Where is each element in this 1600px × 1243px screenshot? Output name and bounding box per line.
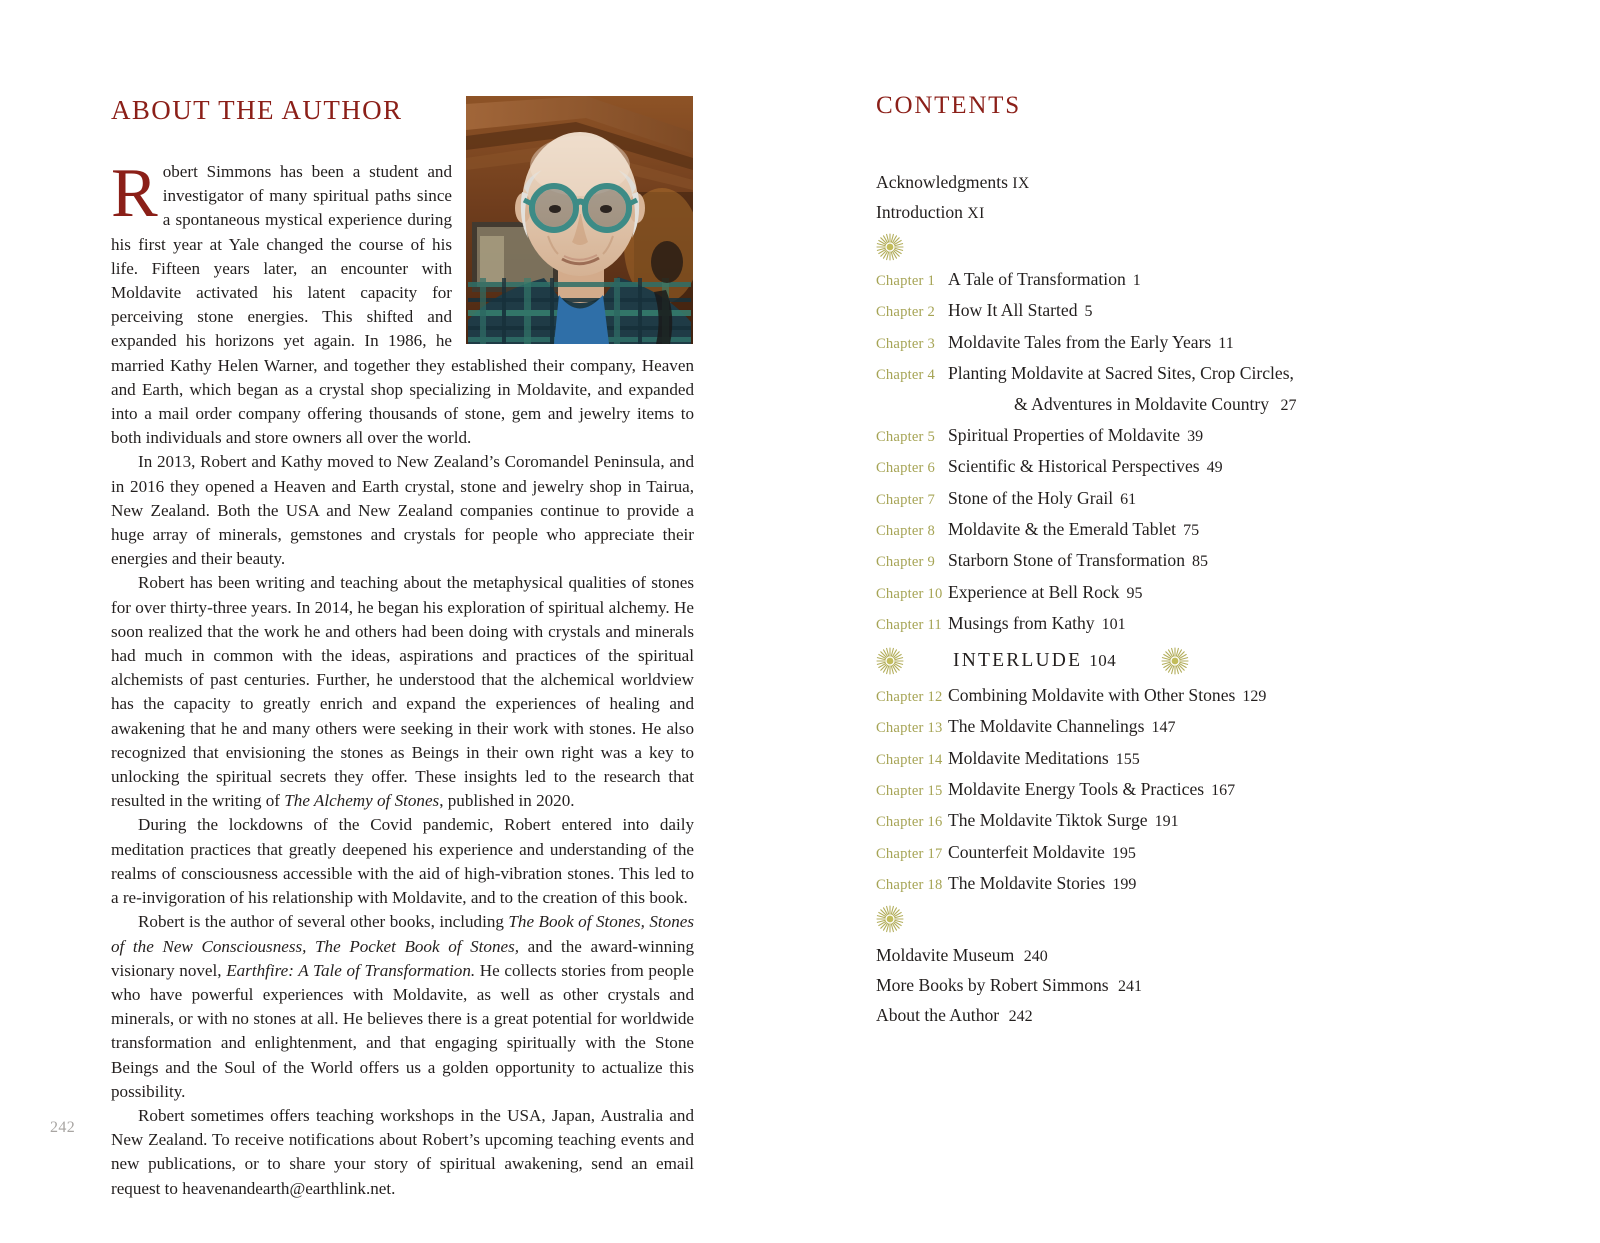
chapter-label: Chapter 4 bbox=[876, 367, 935, 384]
bio-paragraph-5-mid: and the award-winning visionary novel, bbox=[111, 936, 694, 980]
book-title-alchemy-of-stones: The Alchemy of Stones bbox=[284, 791, 440, 811]
chapter-page: 61 bbox=[1120, 490, 1137, 508]
chapter-title: Musings from Kathy bbox=[948, 613, 1095, 634]
bio-paragraph-1-text: obert Simmons has been a student and investigator of many spiritual paths since a spontaneous mystical experience during his first year at Yale changed the course of his life. Fifteen years later, an encounter with Moldavite activated his latent capacity for perceiving stone energies. This shifted and expanded his horizons yet again. In 1986, he married Kathy Helen Warner, and together they established their company, Heaven and Earth, which began as a crystal shop specializing in Moldavite, and expanded into a mail order company offering thousands of stone, gem and jewelry items to both individuals and store owners all over the world. bbox=[111, 162, 694, 448]
chapter-label: Chapter 5 bbox=[876, 428, 935, 445]
book-title-earthfire: Earthfire: A Tale of Transformation. bbox=[226, 960, 476, 980]
chapter-title: Planting Moldavite at Sacred Sites, Crop Circles, bbox=[948, 363, 1294, 384]
toc-entry-page: 241 bbox=[1118, 977, 1143, 995]
toc-chapter-row[interactable] bbox=[876, 296, 1496, 327]
toc-entry-title: Introduction bbox=[876, 202, 963, 223]
chapter-title: A Tale of Transformation bbox=[948, 268, 1126, 289]
toc-back-matter bbox=[876, 941, 1496, 1032]
bio-paragraph-3-text: Robert has been writing and teaching about the metaphysical qualities of stones for over thirty-three years. In 2014, he began his exploration of spiritual alchemy. He soon realized that the work he and others had been doing with crystals and minerals had much in common with the ideas, aspirations and practices of the spiritual alchemists of past centuries. Further, he understood that the alchemical worldview has the capacity to greatly enrich and expand the experiences of healing and awakening that he and many others were seeking in their work with stones. He also recognized that envisioning the stones as Beings in their own right was a key to unlocking the spiritual secrets they offer. These insights led to the research that resulted in the writing of bbox=[111, 573, 694, 811]
chapter-title: Spiritual Properties of Moldavite bbox=[948, 424, 1181, 445]
chapter-label: Chapter 11 bbox=[876, 617, 942, 634]
toc-entry-title: About the Author bbox=[876, 1005, 1000, 1026]
bio-paragraph-5 bbox=[111, 910, 694, 1104]
chapter-label: Chapter 3 bbox=[876, 335, 935, 352]
right-page-contents bbox=[800, 0, 1600, 1243]
chapter-page: 199 bbox=[1112, 876, 1137, 894]
chapter-title: Counterfeit Moldavite bbox=[948, 841, 1105, 862]
chapter-title: Moldavite & the Emerald Tablet bbox=[948, 519, 1177, 540]
interlude-page: 104 bbox=[1089, 650, 1117, 670]
chapter-page: 1 bbox=[1132, 271, 1141, 289]
chapter-page: 49 bbox=[1206, 459, 1223, 477]
toc-chapter-list-part1 bbox=[876, 265, 1496, 641]
chapter-label: Chapter 18 bbox=[876, 877, 943, 894]
chapter-page: 155 bbox=[1115, 750, 1140, 768]
toc-chapter-row[interactable] bbox=[876, 265, 1496, 296]
bio-paragraph-5-tail: He collects stories from people who have powerful experiences with Moldavite, as well as other crystals and minerals, or with no stones at all. He believes there is a great potential for worldwide transformation and enlightenment, and that engaging spiritually with the Stone Beings and the Soul of the World offers us a golden opportunity to actualize this possibility. bbox=[111, 960, 694, 1101]
toc-chapter-title-continuation[interactable] bbox=[876, 390, 1496, 420]
toc-chapter-row[interactable] bbox=[876, 452, 1496, 483]
sunburst-ornament bbox=[876, 905, 904, 933]
toc-chapter-row[interactable] bbox=[876, 806, 1496, 837]
chapter-label: Chapter 6 bbox=[876, 460, 935, 477]
bio-paragraph-3-tail: , published in 2020. bbox=[439, 791, 575, 811]
chapter-page: 101 bbox=[1101, 616, 1126, 634]
toc-entry-page: 240 bbox=[1023, 947, 1048, 965]
chapter-label: Chapter 8 bbox=[876, 523, 935, 540]
chapter-title: Experience at Bell Rock bbox=[948, 581, 1120, 602]
toc-chapter-row[interactable] bbox=[876, 775, 1496, 806]
toc-front-matter bbox=[876, 168, 1496, 229]
chapter-page: 5 bbox=[1084, 303, 1093, 321]
sunburst-ornament bbox=[1161, 647, 1189, 675]
photo-text-wrap-spacer bbox=[452, 160, 694, 350]
chapter-page: 195 bbox=[1111, 844, 1136, 862]
ornament-row-bottom bbox=[876, 901, 1496, 937]
toc-chapter-row[interactable] bbox=[876, 515, 1496, 546]
chapter-title: The Moldavite Channelings bbox=[948, 716, 1145, 737]
chapter-title: Moldavite Meditations bbox=[948, 747, 1109, 768]
toc-chapter-row[interactable] bbox=[876, 609, 1496, 640]
bio-paragraph-3 bbox=[111, 571, 694, 813]
chapter-label: Chapter 14 bbox=[876, 751, 943, 768]
contents-title: CONTENTS bbox=[876, 92, 1021, 119]
toc-chapter-row[interactable] bbox=[876, 421, 1496, 452]
interlude-label-text: INTERLUDE bbox=[953, 649, 1083, 671]
chapter-title: How It All Started bbox=[948, 300, 1078, 321]
toc-entry-moldavite-museum[interactable] bbox=[876, 941, 1496, 971]
chapter-page: 167 bbox=[1211, 781, 1236, 799]
bio-paragraph-4: During the lockdowns of the Covid pandemic, Robert entered into daily meditation practices that greatly deepened his experience and understanding of the realms of consciousness accessible with the aid of high-vibration stones. This led to a re-invigoration of his relationship with Moldavite, and to the creation of this book. bbox=[111, 815, 694, 908]
toc-entry-title: More Books by Robert Simmons bbox=[876, 974, 1109, 995]
toc-chapter-row[interactable] bbox=[876, 838, 1496, 869]
chapter-title: Combining Moldavite with Other Stones bbox=[948, 684, 1236, 705]
chapter-page: 85 bbox=[1192, 553, 1209, 571]
chapter-page: 27 bbox=[1280, 397, 1297, 415]
toc-chapter-row[interactable] bbox=[876, 546, 1496, 577]
toc-chapter-row[interactable] bbox=[876, 712, 1496, 743]
toc-entry-page: IX bbox=[1012, 175, 1030, 192]
toc-interlude-row[interactable] bbox=[876, 641, 1496, 681]
chapter-label: Chapter 10 bbox=[876, 585, 943, 602]
chapter-page: 39 bbox=[1187, 427, 1204, 445]
toc-entry-page: 242 bbox=[1008, 1008, 1033, 1026]
chapter-title: The Moldavite Stories bbox=[948, 873, 1106, 894]
drop-cap: R bbox=[111, 155, 158, 232]
chapter-page: 75 bbox=[1183, 522, 1200, 540]
chapter-label: Chapter 1 bbox=[876, 272, 935, 289]
book-titles-list: The Book of Stones, Stones of the New Consciousness, The Pocket Book of Stones, bbox=[111, 912, 695, 956]
ornament-row-top bbox=[876, 229, 1496, 265]
toc-entry-about-the-author[interactable] bbox=[876, 1001, 1496, 1031]
toc-chapter-row[interactable] bbox=[876, 359, 1496, 390]
toc-chapter-row[interactable] bbox=[876, 681, 1496, 712]
page-number-folio: 242 bbox=[50, 1119, 76, 1136]
chapter-label: Chapter 13 bbox=[876, 720, 943, 737]
toc-chapter-row[interactable] bbox=[876, 484, 1496, 515]
chapter-title: Stone of the Holy Grail bbox=[948, 487, 1114, 508]
sunburst-ornament bbox=[876, 647, 904, 675]
chapter-label: Chapter 15 bbox=[876, 782, 943, 799]
chapter-title: Moldavite Energy Tools & Practices bbox=[948, 778, 1205, 799]
toc-chapter-row[interactable] bbox=[876, 328, 1496, 359]
table-of-contents bbox=[876, 168, 1496, 1032]
toc-entry-acknowledgments[interactable] bbox=[876, 168, 1496, 198]
bio-paragraph-6: Robert sometimes offers teaching workshops in the USA, Japan, Australia and New Zealand. To receive notifications about Robert’s upcoming teaching events and new publications, or to share your story of spiritual awakening, send an email request to heavenandearth@earthlink.net. bbox=[111, 1105, 694, 1198]
chapter-page: 95 bbox=[1126, 584, 1143, 602]
toc-entry-introduction[interactable] bbox=[876, 198, 1496, 228]
bio-paragraph-5-text: Robert is the author of several other books, including bbox=[138, 912, 509, 932]
chapter-title: The Moldavite Tiktok Surge bbox=[948, 810, 1148, 831]
chapter-title-continued: & Adventures in Moldavite Country bbox=[1014, 394, 1270, 415]
chapter-label: Chapter 17 bbox=[876, 845, 943, 862]
chapter-label: Chapter 2 bbox=[876, 304, 935, 321]
chapter-title: Starborn Stone of Transformation bbox=[948, 550, 1186, 571]
toc-chapter-row[interactable] bbox=[876, 869, 1496, 900]
toc-entry-title: Moldavite Museum bbox=[876, 944, 1015, 965]
toc-entry-more-books[interactable] bbox=[876, 971, 1496, 1001]
chapter-page: 129 bbox=[1242, 687, 1267, 705]
sunburst-ornament bbox=[876, 233, 904, 261]
toc-entry-page: XI bbox=[967, 205, 985, 223]
chapter-label: Chapter 7 bbox=[876, 491, 935, 508]
page-title: ABOUT THE AUTHOR bbox=[111, 95, 403, 125]
author-bio bbox=[111, 155, 695, 1201]
chapter-page: 147 bbox=[1151, 719, 1176, 737]
chapter-label: Chapter 16 bbox=[876, 814, 943, 831]
chapter-page: 11 bbox=[1218, 334, 1234, 352]
toc-chapter-row[interactable] bbox=[876, 744, 1496, 775]
toc-chapter-row[interactable] bbox=[876, 578, 1496, 609]
bio-paragraph-2: In 2013, Robert and Kathy moved to New Zealand’s Coromandel Peninsula, and in 2016 they opened a Heaven and Earth crystal, stone and jewelry shop in Tairua, New Zealand. Both the USA and New Zealand companies continue to provide a huge array of minerals, gemstones and crystals for people who appreciate their energies and their beauty. bbox=[111, 452, 694, 569]
chapter-page: 191 bbox=[1154, 813, 1179, 831]
chapter-title: Scientific & Historical Perspectives bbox=[948, 456, 1200, 477]
toc-entry-title: Acknowledgments bbox=[876, 172, 1008, 192]
toc-chapter-list-part2 bbox=[876, 681, 1496, 901]
interlude-entry bbox=[953, 650, 1116, 672]
chapter-label: Chapter 9 bbox=[876, 554, 935, 571]
chapter-title: Moldavite Tales from the Early Years bbox=[948, 331, 1212, 352]
chapter-label: Chapter 12 bbox=[876, 688, 943, 705]
